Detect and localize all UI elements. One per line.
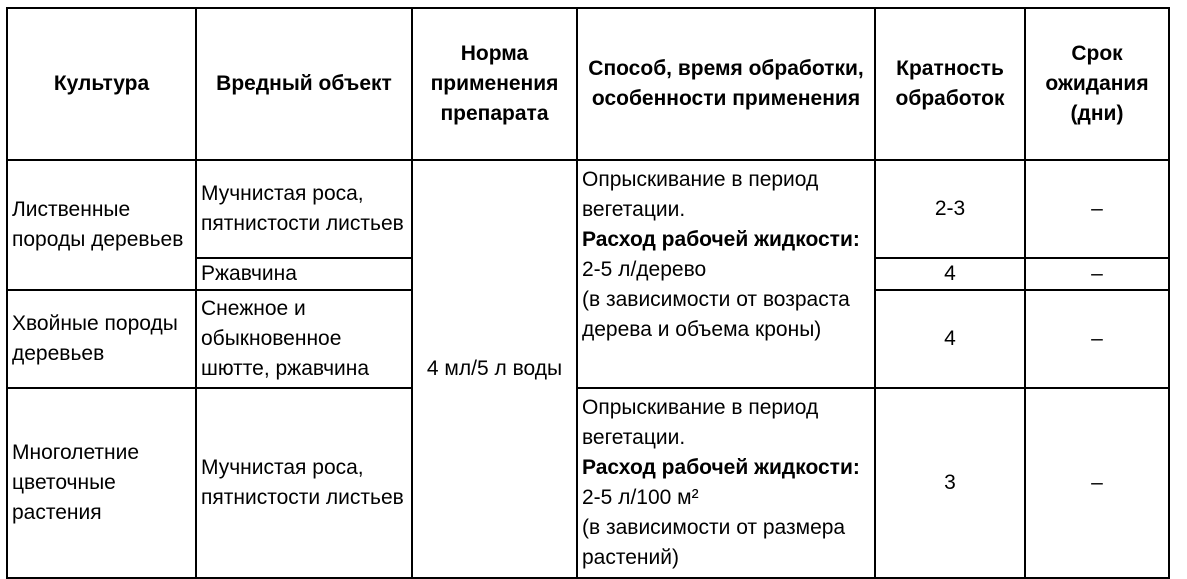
waiting-cell: – bbox=[1025, 290, 1169, 388]
method-cell bbox=[577, 160, 875, 388]
method-intro: Опрыскивание в период вегетации. bbox=[582, 396, 819, 449]
pest-cell: Ржавчина bbox=[196, 258, 412, 290]
waiting-cell: – bbox=[1025, 160, 1169, 258]
multiplicity-cell: 3 bbox=[875, 388, 1025, 578]
method-note: (в зависимости от возраста дерева и объема кроны) bbox=[582, 288, 850, 341]
consumption-value: 2-5 л/100 м² bbox=[582, 486, 699, 509]
multiplicity-cell: 2-3 bbox=[875, 160, 1025, 258]
table-row bbox=[7, 160, 1169, 258]
pest-cell: Снежное и обыкновенное шютте, ржавчина bbox=[196, 290, 412, 388]
header-waiting: Срок ожидания (дни) bbox=[1025, 8, 1169, 160]
method-consumption bbox=[582, 228, 860, 281]
header-culture: Культура bbox=[7, 8, 196, 160]
header-multiplicity: Кратность обработок bbox=[875, 8, 1025, 160]
rate-cell: 4 мл/5 л воды bbox=[412, 160, 577, 578]
method-intro: Опрыскивание в период вегетации. bbox=[582, 168, 819, 221]
consumption-value: 2-5 л/дерево bbox=[582, 258, 707, 281]
header-row bbox=[7, 8, 1169, 160]
method-consumption bbox=[582, 456, 860, 509]
table-row bbox=[7, 388, 1169, 578]
treatment-table bbox=[6, 7, 1170, 579]
header-rate: Норма применения препарата bbox=[412, 8, 577, 160]
method-note: (в зависимости от размера растений) bbox=[582, 516, 846, 569]
multiplicity-cell: 4 bbox=[875, 290, 1025, 388]
culture-cell: Хвойные породы деревьев bbox=[7, 290, 196, 388]
pest-cell: Мучнистая роса, пятнистости листьев bbox=[196, 160, 412, 258]
culture-cell: Многолетние цветочные растения bbox=[7, 388, 196, 578]
method-cell bbox=[577, 388, 875, 578]
culture-cell: Лиственные породы деревьев bbox=[7, 160, 196, 290]
consumption-label: Расход рабочей жидкости: bbox=[582, 456, 860, 479]
pest-cell: Мучнистая роса, пятнистости листьев bbox=[196, 388, 412, 578]
consumption-label: Расход рабочей жидкости: bbox=[582, 228, 860, 251]
waiting-cell: – bbox=[1025, 388, 1169, 578]
header-method: Способ, время обработки, особенности применения bbox=[577, 8, 875, 160]
waiting-cell: – bbox=[1025, 258, 1169, 290]
multiplicity-cell: 4 bbox=[875, 258, 1025, 290]
header-pest: Вредный объект bbox=[196, 8, 412, 160]
